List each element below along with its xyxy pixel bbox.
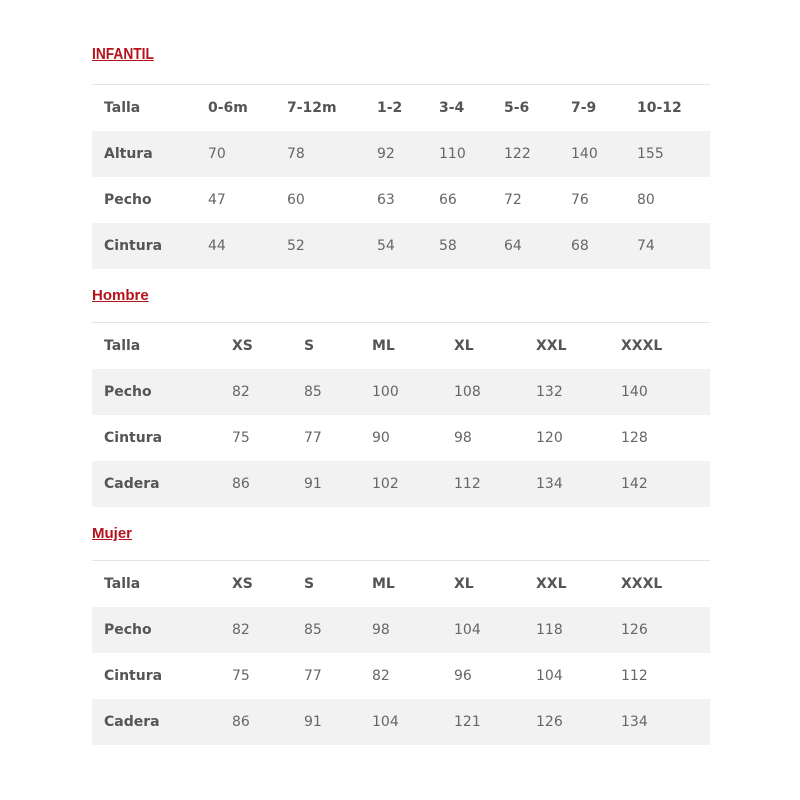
row-label: Cadera [104, 714, 160, 730]
table-cell: 86 [232, 476, 250, 492]
infantil-size-table [92, 84, 710, 269]
table-cell: 120 [536, 430, 563, 446]
row-label: Cintura [104, 238, 163, 254]
table-cell: 92 [377, 146, 395, 162]
header-cell: ML [372, 576, 395, 592]
header-cell: 5-6 [504, 100, 530, 116]
table-cell: 80 [637, 192, 655, 208]
table-cell: 155 [637, 146, 664, 162]
table-cell: 75 [232, 668, 250, 684]
header-cell: 1-2 [377, 100, 403, 116]
table-cell: 85 [304, 384, 322, 400]
header-cell: S [304, 576, 315, 592]
table-row [92, 607, 710, 653]
table-cell: 142 [621, 476, 648, 492]
table-row [92, 223, 710, 269]
mujer-size-table [92, 560, 710, 745]
table-cell: 91 [304, 714, 322, 730]
header-cell: XS [232, 576, 253, 592]
table-cell: 75 [232, 430, 250, 446]
table-cell: 58 [439, 238, 457, 254]
table-cell: 82 [232, 384, 250, 400]
table-cell: 86 [232, 714, 250, 730]
table-cell: 98 [454, 430, 472, 446]
table-cell: 47 [208, 192, 226, 208]
mujer-title: Mujer [92, 525, 133, 542]
table-cell: 76 [571, 192, 589, 208]
infantil-title: INFANTIL [92, 46, 154, 63]
header-cell: XXL [536, 338, 567, 354]
row-label: Cadera [104, 476, 160, 492]
table-cell: 121 [454, 714, 481, 730]
row-label: Cintura [104, 430, 163, 446]
header-cell: XXXL [621, 338, 663, 354]
table-row [92, 131, 710, 177]
table-cell: 74 [637, 238, 655, 254]
table-cell: 82 [372, 668, 390, 684]
table-cell: 96 [454, 668, 472, 684]
table-cell: 52 [287, 238, 305, 254]
table-cell: 134 [621, 714, 648, 730]
table-cell: 140 [571, 146, 598, 162]
header-cell: S [304, 338, 315, 354]
table-header-row [92, 323, 710, 370]
table-cell: 60 [287, 192, 305, 208]
header-cell: 7-12m [287, 100, 337, 116]
table-cell: 126 [621, 622, 648, 638]
header-cell: 10-12 [637, 100, 682, 116]
table-cell: 126 [536, 714, 563, 730]
table-cell: 70 [208, 146, 226, 162]
table-cell: 140 [621, 384, 648, 400]
table-cell: 102 [372, 476, 399, 492]
table-row [92, 369, 710, 415]
table-cell: 98 [372, 622, 390, 638]
table-cell: 64 [504, 238, 522, 254]
table-cell: 128 [621, 430, 648, 446]
header-cell: ML [372, 338, 395, 354]
header-cell: Talla [104, 100, 141, 116]
table-cell: 66 [439, 192, 457, 208]
table-cell: 108 [454, 384, 481, 400]
table-cell: 85 [304, 622, 322, 638]
table-cell: 104 [454, 622, 481, 638]
header-cell: 7-9 [571, 100, 597, 116]
table-row [92, 415, 710, 461]
table-cell: 72 [504, 192, 522, 208]
table-cell: 132 [536, 384, 563, 400]
table-cell: 63 [377, 192, 395, 208]
table-cell: 100 [372, 384, 399, 400]
table-cell: 77 [304, 668, 322, 684]
table-cell: 78 [287, 146, 305, 162]
table-cell: 134 [536, 476, 563, 492]
table-cell: 112 [454, 476, 481, 492]
header-cell: 3-4 [439, 100, 465, 116]
header-cell: XS [232, 338, 253, 354]
header-cell: XL [454, 576, 474, 592]
row-label: Pecho [104, 192, 152, 208]
table-cell: 44 [208, 238, 226, 254]
table-cell: 91 [304, 476, 322, 492]
header-cell: Talla [104, 576, 141, 592]
table-row [92, 461, 710, 507]
row-label: Pecho [104, 384, 152, 400]
table-header-row [92, 561, 710, 608]
header-cell: XXL [536, 576, 567, 592]
table-cell: 90 [372, 430, 390, 446]
row-label: Altura [104, 146, 153, 162]
table-row [92, 177, 710, 223]
header-cell: Talla [104, 338, 141, 354]
table-header-row [92, 85, 710, 132]
hombre-title: Hombre [92, 287, 149, 304]
row-label: Pecho [104, 622, 152, 638]
table-cell: 82 [232, 622, 250, 638]
row-label: Cintura [104, 668, 163, 684]
table-cell: 118 [536, 622, 563, 638]
table-cell: 110 [439, 146, 466, 162]
header-cell: 0-6m [208, 100, 248, 116]
table-cell: 104 [372, 714, 399, 730]
hombre-size-table [92, 322, 710, 507]
table-cell: 112 [621, 668, 648, 684]
table-row [92, 699, 710, 745]
table-cell: 54 [377, 238, 395, 254]
table-cell: 122 [504, 146, 531, 162]
table-row [92, 653, 710, 699]
table-cell: 77 [304, 430, 322, 446]
table-cell: 68 [571, 238, 589, 254]
header-cell: XL [454, 338, 474, 354]
header-cell: XXXL [621, 576, 663, 592]
table-cell: 104 [536, 668, 563, 684]
